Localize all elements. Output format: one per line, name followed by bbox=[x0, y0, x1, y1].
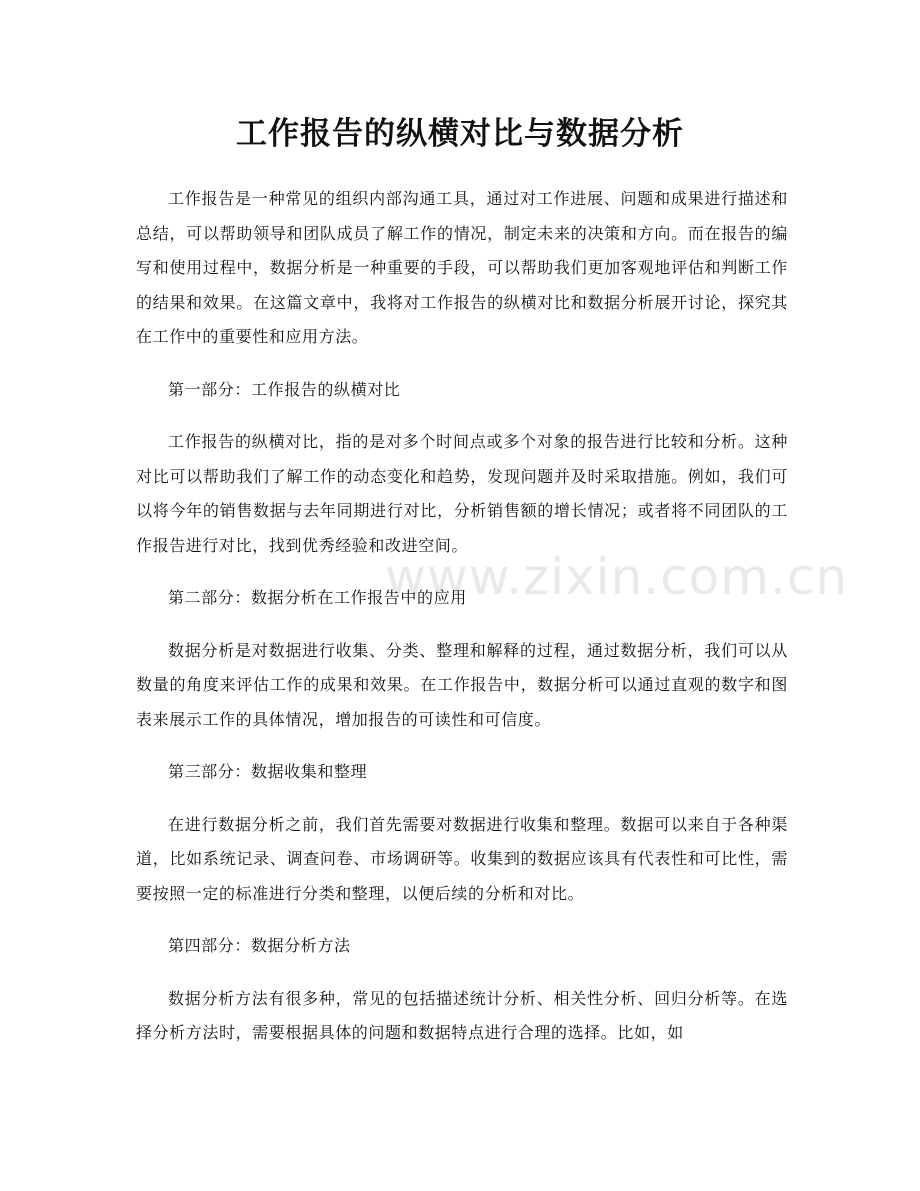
paragraph-part-3: 在进行数据分析之前，我们首先需要对数据进行收集和整理。数据可以来自于各种渠道，比如系统记录、调查问卷、市场调研等。收集到的数据应该具有代表性和可比性，需要按照一定的标准进行分类和整理，以便后续的分析和对比。 bbox=[136, 814, 788, 903]
paragraph-part-1: 工作报告的纵横对比，指的是对多个时间点或多个对象的报告进行比较和分析。这种对比可以帮助我们了解工作的动态变化和趋势，发现问题并及时采取措施。例如，我们可以将今年的销售数据与去年同期进行对比，分析销售额的增长情况；或者将不同团队的工作报告进行对比，找到优秀经验和改进空间。 bbox=[136, 432, 788, 555]
paragraph-part-4: 数据分析方法有很多种，常见的包括描述统计分析、相关性分析、回归分析等。在选择分析方法时，需要根据具体的问题和数据特点进行合理的选择。比如，如 bbox=[136, 988, 788, 1042]
section-heading-part-3: 第三部分：数据收集和整理 bbox=[168, 762, 368, 781]
section-heading-part-4: 第四部分：数据分析方法 bbox=[168, 936, 351, 955]
document-title: 工作报告的纵横对比与数据分析 bbox=[236, 116, 684, 152]
watermark: www.zixin.com.cn bbox=[385, 548, 849, 606]
section-heading-part-1: 第一部分：工作报告的纵横对比 bbox=[168, 379, 401, 399]
document-body bbox=[136, 182, 788, 1069]
intro-paragraph: 工作报告是一种常见的组织内部沟通工具，通过对工作进展、问题和成果进行描述和总结，可以帮助领导和团队成员了解工作的情况，制定未来的决策和方向。而在报告的编写和使用过程中，数据分析是一种重要的手段，可以帮助我们更加客观地评估和判断工作的结果和效果。在这篇文章中，我将对工作报告的纵横对比和数据分析展开讨论，探究其在工作中的重要性和应用方法。 bbox=[136, 189, 788, 346]
paragraph-part-2: 数据分析是对数据进行收集、分类、整理和解释的过程，通过数据分析，我们可以从数量的角度来评估工作的成果和效果。在工作报告中，数据分析可以通过直观的数字和图表来展示工作的具体情况，增加报告的可读性和可信度。 bbox=[136, 640, 788, 729]
section-heading-part-2: 第二部分：数据分析在工作报告中的应用 bbox=[168, 588, 467, 607]
